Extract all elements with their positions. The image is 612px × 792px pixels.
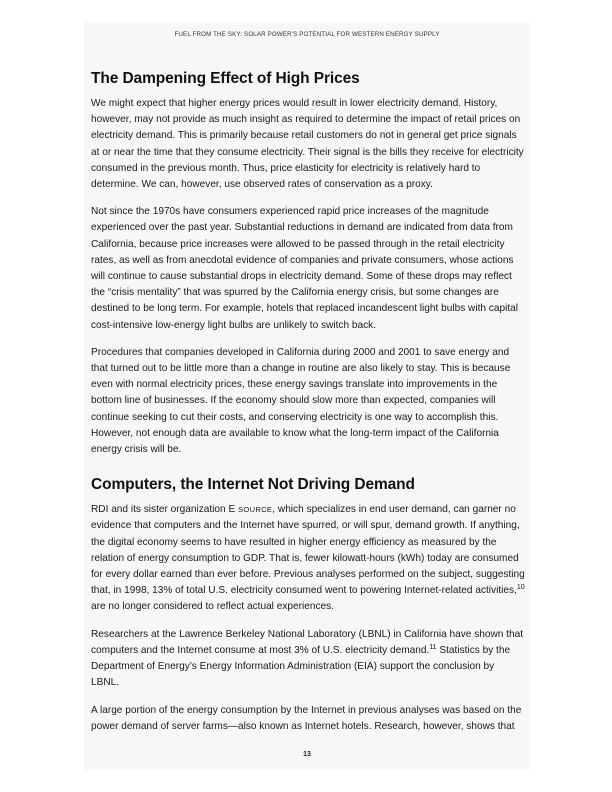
paragraph — [91, 502, 525, 615]
paragraph: A large portion of the energy consumption by the Internet in previous analyses was based on the power demand of server farms—also known as Internet hotels. Research, however, shows that — [91, 704, 522, 732]
text-run: Researchers at the Lawrence Berkeley National Laboratory (LBNL) in California have shown that computers and the Internet consume at most 3% of U.S. electricity demand. — [91, 628, 524, 656]
footnote-ref-10[interactable]: 10 — [516, 584, 525, 592]
page-content — [91, 66, 525, 746]
section-heading-computers-internet: Computers, the Internet Not Driving Demand — [91, 476, 415, 494]
paragraph: Procedures that companies developed in California during 2000 and 2001 to save energy and that turned out to be little more than a change in routine are also likely to stay. This is because even with normal electricity prices, these energy savings translate into improvements in the bottom line of businesses. If the economy should slow more than expected, companies will continue seeking to cut their costs, and conserving electricity is one way to accomplish this. However, not enough data are available to know what the long-term impact of the California energy crisis will be. — [91, 346, 511, 456]
running-header: FUEL FROM THE SKY: SOLAR POWER'S POTENTIAL FOR WESTERN ENERGY SUPPLY — [174, 31, 440, 38]
text-run: RDI and its sister organization E — [91, 504, 238, 516]
text-run: , which specializes in end user demand, can garner no evidence that computers and the Internet have spurred, or will spur, demand growth. If anything, the digital economy seems to have resulted in higher energy efficiency as measured by the relation of energy consumption to GDP. That is, fewer kilowatt-hours (kWh) today are consumed for every dollar earned than ever before. Previous analyses performed on the subject, suggesting that, in 1998, 13% of total U.S. electricity consumed went to powering Internet-related activities, — [91, 504, 525, 597]
text-run: are no longer considered to reflect actual experiences. — [91, 601, 334, 613]
esource-smallcaps: SOURCE — [238, 505, 273, 515]
text-run: Statistics by the Department of Energy’s Energy Information Administration (EIA) support the conclusion by LBNL. — [91, 644, 511, 689]
section-heading-high-prices: The Dampening Effect of High Prices — [91, 70, 360, 87]
paragraph: We might expect that higher energy prices would result in lower electricity demand. History, however, may not provide as much insight as required to determine the impact of retail prices on electricity demand. This is primarily because retail customers do not in general get price signals at or near the time that they consume electricity. Their signal is the bills they receive for electricity consumed in the previous month. Thus, price elasticity for electricity is relatively hard to determine. We can, however, use observed rates of conservation as a proxy. — [91, 98, 524, 191]
page-number: 13 — [303, 751, 311, 758]
paragraph — [91, 627, 525, 692]
footnote-ref-11[interactable]: 11 — [429, 643, 437, 651]
paragraph: Not since the 1970s have consumers experienced rapid price increases of the magnitude experienced over the past year. Substantial reductions in demand are indicated from data from California, because price increases were allowed to be passed through in the retail electricity rates, as well as from anecdotal evidence of companies and private consumers, whose actions will continue to cause substantial drops in electricity demand. Some of these drops may reflect the “crisis mentality” that was spurred by the California energy crisis, but some changes are destined to be long term. For example, hotels that replaced incandescent light bulbs with capital cost-intensive low-energy light bulbs are unlikely to switch back. — [91, 206, 518, 331]
